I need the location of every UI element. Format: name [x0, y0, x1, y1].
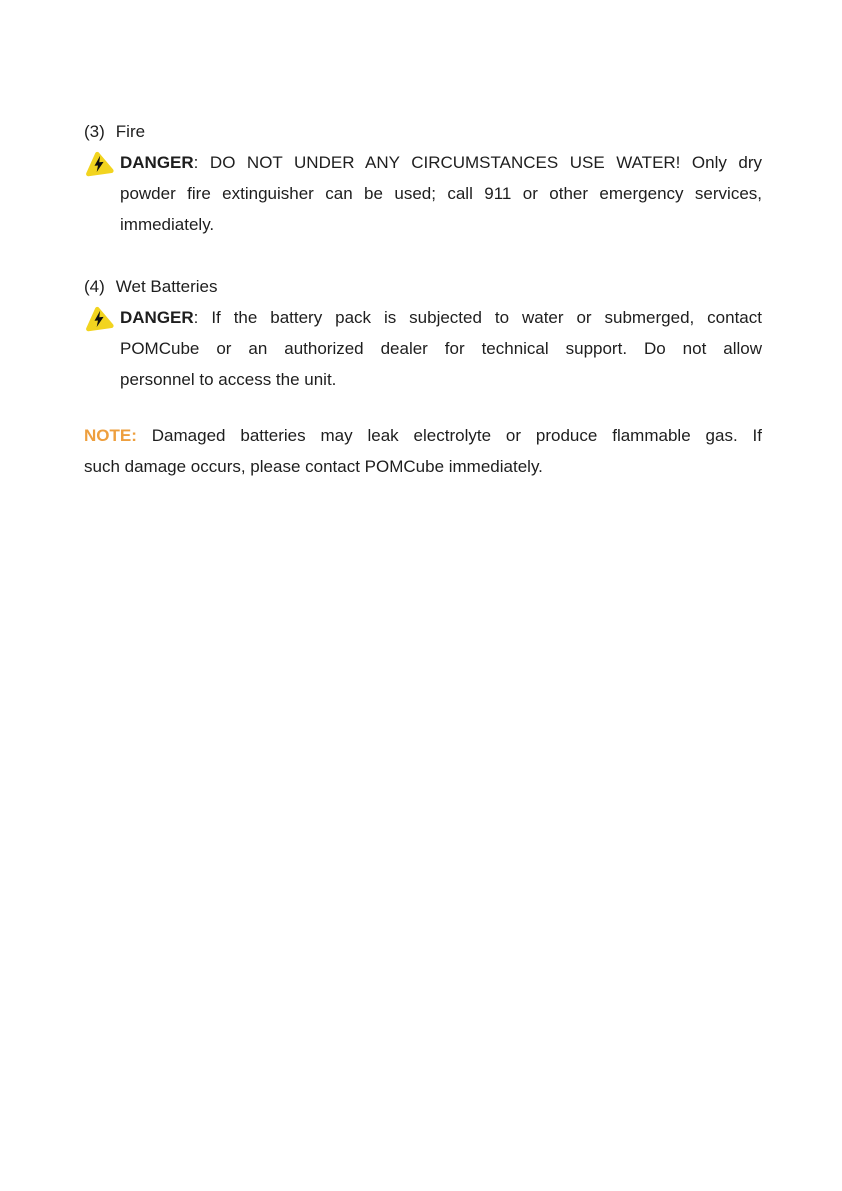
- label-colon: :: [193, 308, 199, 327]
- line-text: DO NOT UNDER ANY CIRCUMSTANCES USE WATER! Only dry: [209, 153, 762, 172]
- page-content: [84, 116, 762, 482]
- danger-paragraph: [120, 302, 762, 395]
- line-text: Damaged batteries may leak electrolyte or produce flammable gas. If: [151, 426, 762, 445]
- text-line: [120, 147, 762, 178]
- line-text: powder fire extinguisher can be used; call 911 or other emergency services,: [120, 184, 762, 203]
- line-text: immediately.: [120, 215, 215, 234]
- note-label: NOTE:: [84, 426, 137, 445]
- text-line: [120, 302, 762, 333]
- danger-paragraph: [120, 147, 762, 240]
- danger-label: DANGER: [120, 153, 194, 172]
- danger-warning-block: [84, 147, 762, 240]
- line-text: such damage occurs, please contact POMCube immediately.: [84, 457, 543, 476]
- text-line: [84, 420, 762, 451]
- section-heading: [84, 116, 762, 147]
- section-heading: [84, 271, 762, 302]
- text-line: [120, 209, 762, 240]
- label-colon: :: [193, 153, 199, 172]
- text-line: [120, 178, 762, 209]
- line-text: If the battery pack is subjected to water or submerged, contact: [211, 308, 762, 327]
- line-text: personnel to access the unit.: [120, 370, 337, 389]
- line-text: POMCube or an authorized dealer for technical support. Do not allow: [120, 339, 762, 358]
- sections-container: [84, 116, 762, 395]
- section-number: (4): [84, 277, 105, 296]
- danger-label: DANGER: [120, 308, 194, 327]
- high-voltage-warning-icon: [84, 305, 113, 331]
- text-line: [84, 451, 762, 482]
- section-number: (3): [84, 122, 105, 141]
- section-title: Wet Batteries: [115, 277, 218, 296]
- section-title: Fire: [115, 122, 146, 141]
- high-voltage-warning-icon: [84, 150, 113, 176]
- numbered-section: [84, 116, 762, 240]
- text-line: [120, 364, 762, 395]
- note-paragraph: [84, 420, 762, 482]
- text-line: [120, 333, 762, 364]
- numbered-section: [84, 271, 762, 395]
- danger-warning-block: [84, 302, 762, 395]
